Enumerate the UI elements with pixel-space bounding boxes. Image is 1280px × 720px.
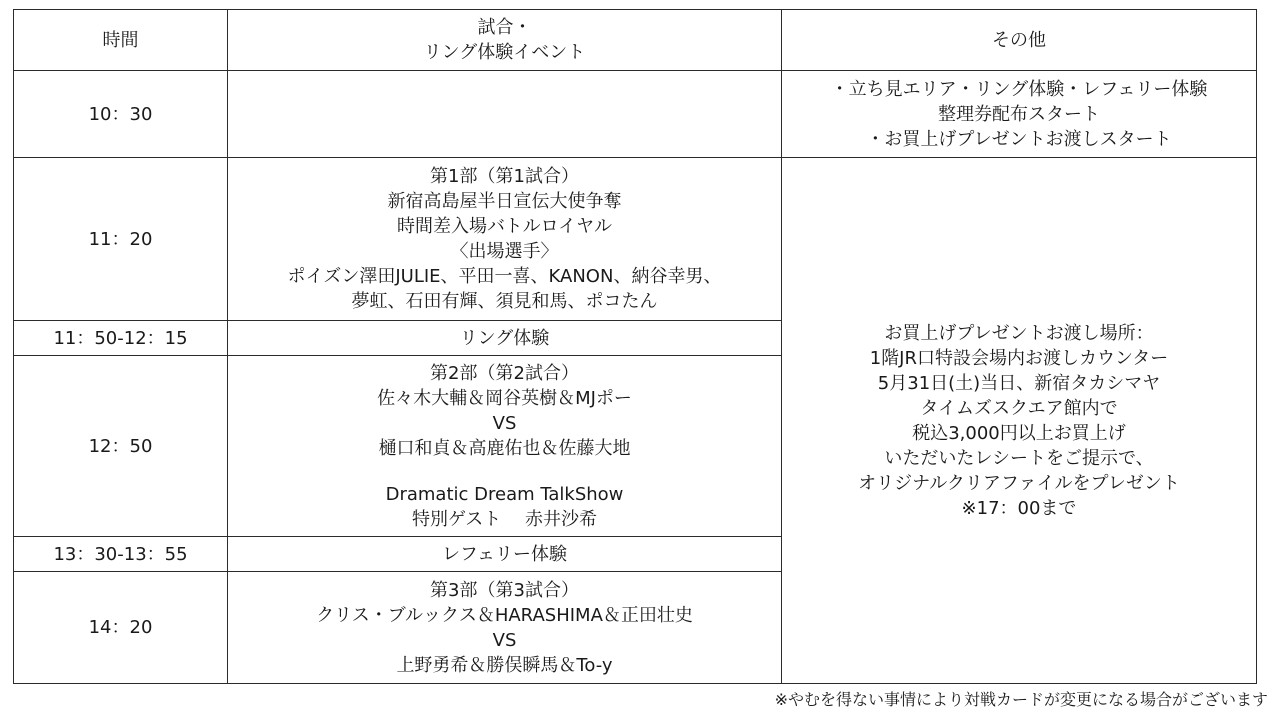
header-row (14, 10, 1257, 71)
table-row (14, 158, 1257, 321)
match-cell: レフェリー体験 (228, 537, 782, 572)
footnote: ※やむを得ない事情により対戦カードが変更になる場合がございます (774, 690, 1268, 709)
match-cell: リング体験 (228, 321, 782, 356)
time-cell: 10：30 (14, 71, 228, 158)
time-cell: 12：50 (14, 356, 228, 537)
table-row (14, 71, 1257, 158)
time-cell: 11：50-12：15 (14, 321, 228, 356)
header-time: 時間 (14, 10, 228, 71)
present-info-cell: お買上げプレゼントお渡し場所： 1階JR口特設会場内お渡しカウンター 5月31日(土)当日、新宿タカシマヤ タイムズスクエア館内で 税込3,000円以上お買上げ いただいたレシートをご提示で、 オリジナルクリアファイルをプレゼント ※17：00まで (782, 158, 1257, 684)
header-other: その他 (782, 10, 1257, 71)
time-cell: 13：30-13：55 (14, 537, 228, 572)
header-match: 試合・ リング体験イベント (228, 10, 782, 71)
match-cell: 第2部（第2試合） 佐々木大輔＆岡谷英樹＆MJポー VS 樋口和貞＆高鹿佑也＆佐藤大地 Dramatic Dream TalkShow 特別ゲスト 赤井沙希 (228, 356, 782, 537)
time-cell: 11：20 (14, 158, 228, 321)
match-cell-empty (228, 71, 782, 158)
event-schedule-table (13, 9, 1257, 684)
match-cell: 第1部（第1試合） 新宿高島屋半日宣伝大使争奪 時間差入場バトルロイヤル 〈出場選手〉 ポイズン澤田JULIE、平田一喜、KANON、納谷幸男、 夢虹、石田有輝、須見和馬、ポコたん (228, 158, 782, 321)
match-cell: 第3部（第3試合） クリス・ブルックス＆HARASHIMA＆正田壮史 VS 上野勇希＆勝俣瞬馬＆To-y (228, 572, 782, 684)
blank-line (232, 461, 777, 482)
time-cell: 14：20 (14, 572, 228, 684)
other-cell: ・立ち見エリア・リング体験・レフェリー体験 整理券配布スタート ・お買上げプレゼントお渡しスタート (782, 71, 1257, 158)
